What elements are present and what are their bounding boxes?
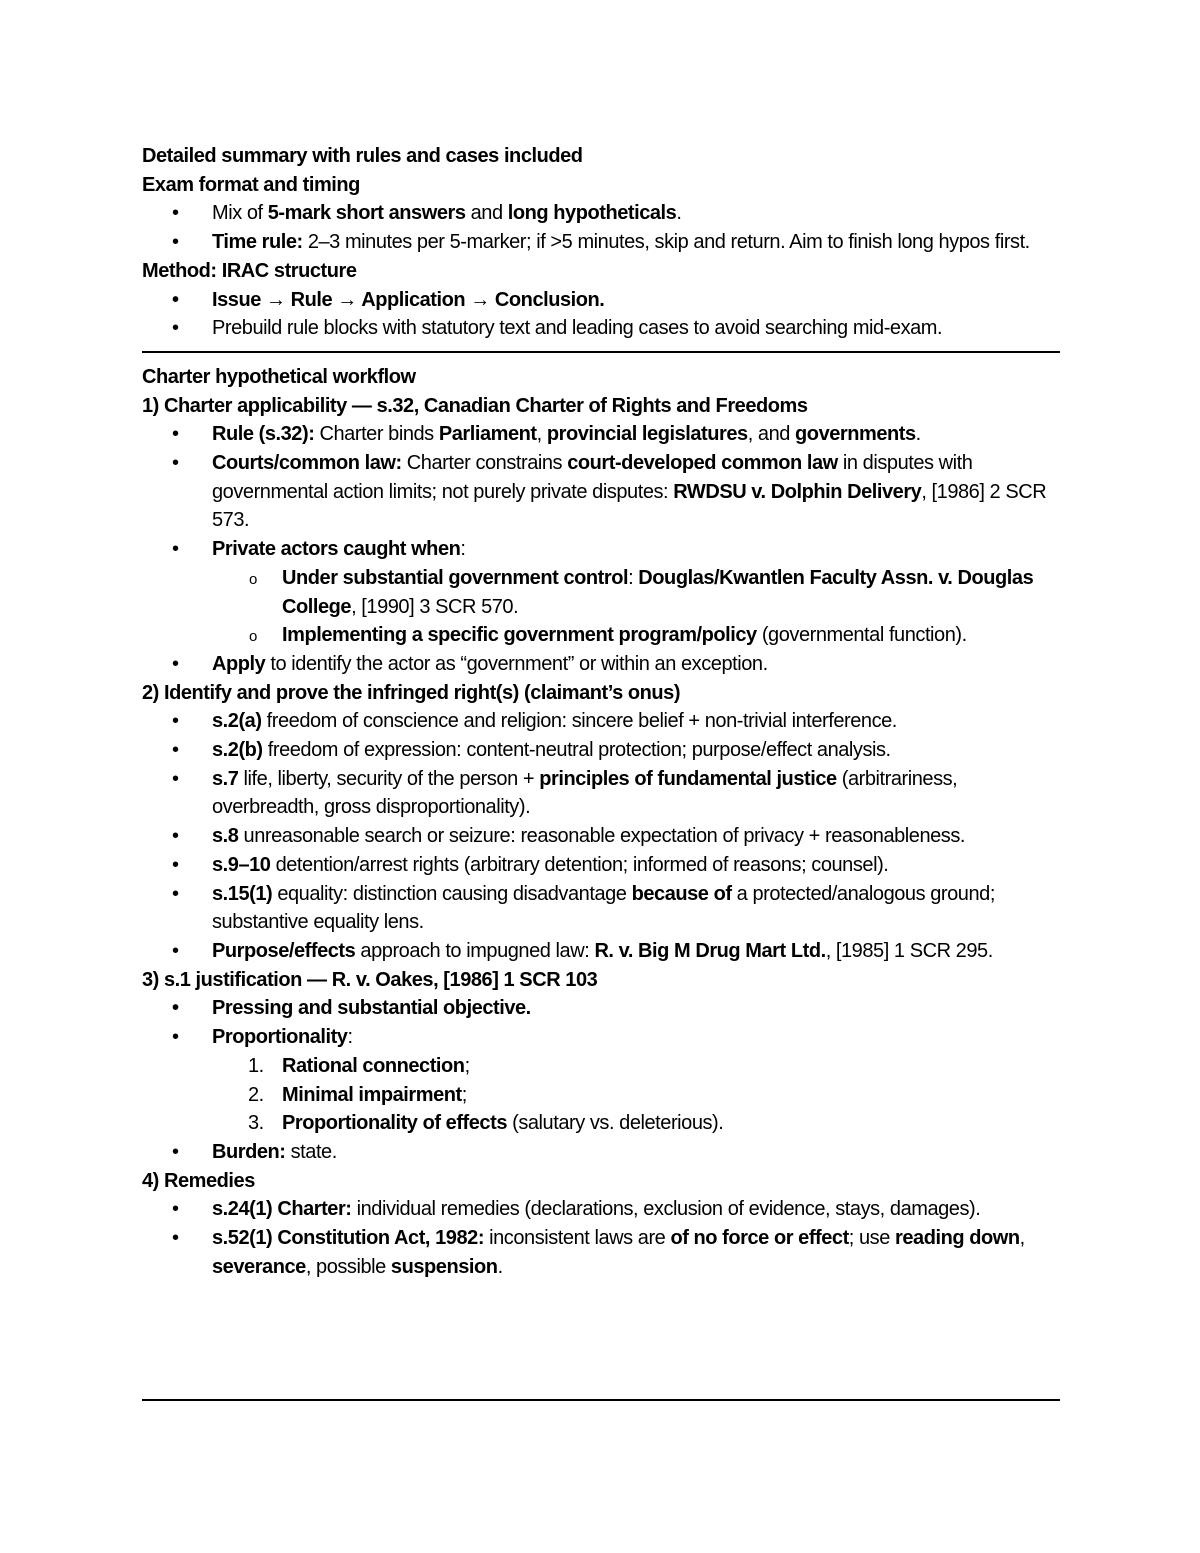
text-run: provincial legislatures: [546, 423, 748, 446]
text-run: and: [465, 202, 508, 225]
item-number: 1.: [248, 1054, 264, 1077]
bullet-s2b: [142, 736, 1060, 765]
bullet-courts-common-law: [142, 449, 1060, 535]
text-run: Purpose/effects: [212, 939, 356, 962]
text-run: governments: [795, 423, 916, 446]
text-run: (arbitrariness, overbreadth, gross disproportionality).: [212, 767, 958, 819]
text-run: .: [915, 423, 921, 446]
text-run: ,: [536, 423, 547, 446]
text-run: .: [676, 202, 682, 225]
text-run: s.7: [212, 767, 239, 790]
text-run: to identify the actor as “government” or within an exception.: [265, 652, 768, 675]
text-run: a protected/analogous ground; substantive equality lens.: [212, 882, 995, 934]
text-run: Burden:: [212, 1140, 286, 1163]
text-run: Time rule:: [212, 231, 303, 254]
item-text: [282, 1084, 467, 1106]
text-run: of no force or effect: [670, 1227, 849, 1250]
text-run: life, liberty, security of the person +: [238, 767, 540, 790]
bullet-proportionality: [142, 1023, 1060, 1052]
bullet-s8: [142, 822, 1060, 851]
item-number: 2.: [248, 1083, 264, 1106]
text-run: unreasonable search or seizure: reasonable expectation of privacy + reasonableness.: [238, 825, 966, 848]
text-run: ,: [1019, 1227, 1025, 1250]
text-run: freedom of expression: content-neutral protection; purpose/effect analysis.: [262, 739, 891, 762]
text-run: inconsistent laws are: [484, 1227, 671, 1250]
text-run: substantial government control: [342, 566, 629, 589]
text-run: severance: [212, 1255, 306, 1278]
text-run: ; use: [848, 1227, 896, 1250]
item-text: [282, 1112, 723, 1134]
document-body: [142, 142, 1060, 1281]
text-run: Minimal impairment: [282, 1083, 462, 1106]
text-run: s.9–10: [212, 853, 271, 876]
text-run: RWDSU v. Dolphin Delivery: [673, 480, 922, 503]
text-run: s.15(1): [212, 882, 273, 905]
bullet-purpose-effects: [142, 937, 1060, 966]
text-run: , [1985] 1 SCR 295.: [825, 939, 993, 962]
step-heading-remedies: 4) Remedies: [142, 1169, 255, 1192]
text-run: because of: [631, 882, 732, 905]
text-run: Implementing a specific government program/policy: [282, 624, 757, 647]
text-run: s.8: [212, 825, 239, 848]
horizontal-divider-bottom: [142, 1399, 1060, 1401]
text-run: s.52(1) Constitution Act, 1982:: [212, 1227, 485, 1250]
bullet-s24: [142, 1195, 1060, 1224]
text-run: , possible: [305, 1255, 391, 1278]
subbullet-government-control: [142, 564, 1060, 621]
text-run: court-developed common law: [567, 452, 838, 475]
subbullet-government-program: [142, 621, 1060, 650]
text-run: ;: [461, 1083, 467, 1106]
step-heading-charter-applicability: 1) Charter applicability — s.32, Canadian Charter of Rights and Freedoms: [142, 394, 808, 417]
text-run: (salutary vs. deleterious).: [507, 1112, 724, 1135]
text-run: Proportionality: [212, 1026, 348, 1049]
text-run: Apply: [212, 652, 266, 675]
numbered-item-proportionality-effects: [142, 1109, 1060, 1138]
text-run: in disputes with governmental action limits; not purely private disputes:: [212, 452, 973, 503]
text-run: :: [347, 1026, 353, 1049]
text-run: state.: [285, 1140, 337, 1163]
text-run: detention/arrest rights (arbitrary detention; informed of reasons; counsel).: [270, 853, 889, 876]
text-run: Mix of: [212, 202, 268, 225]
bullet-s52: [142, 1224, 1060, 1281]
text-run: s.24(1) Charter:: [212, 1198, 352, 1221]
section-heading-exam-format: Exam format and timing: [142, 173, 360, 196]
document-title: Detailed summary with rules and cases included: [142, 145, 583, 167]
text-run: :: [628, 566, 639, 589]
text-run: Charter binds: [314, 423, 439, 446]
text-run: approach to impugned law:: [355, 939, 595, 962]
text-run: Rational connection: [282, 1054, 465, 1077]
bullet-s2a: [142, 707, 1060, 736]
text-run: s.2(b): [212, 739, 263, 762]
item-number: 3.: [248, 1112, 264, 1135]
text-run: reading down: [895, 1227, 1020, 1250]
text-run: R. v. Big M Drug Mart Ltd.: [594, 939, 826, 962]
text-run: Parliament: [438, 423, 537, 446]
text-run: .: [497, 1255, 503, 1278]
text-run: 5-mark short answers: [267, 202, 466, 225]
bullet-apply-actor: [142, 650, 1060, 679]
bullet-s9-10: [142, 851, 1060, 880]
text-run: principles of fundamental justice: [539, 767, 837, 790]
bullet-pressing-objective: • Pressing and substantial objective.: [142, 994, 1060, 1023]
text-run: ;: [464, 1054, 470, 1077]
numbered-item-minimal-impairment: [142, 1081, 1060, 1110]
bullet-time-rule: [142, 228, 1060, 257]
text-run: Charter constrains: [401, 452, 568, 475]
text-run: Under: [282, 566, 343, 589]
bullet-s7: [142, 765, 1060, 822]
step-heading-infringed-rights: 2) Identify and prove the infringed right(s) (claimant’s onus): [142, 681, 681, 704]
numbered-item-rational-connection: [142, 1052, 1060, 1081]
text-run: equality: distinction causing disadvantage: [272, 882, 632, 905]
text-run: (governmental function).: [756, 624, 967, 647]
text-run: , [1990] 3 SCR 570.: [351, 595, 519, 618]
text-run: , [1986] 2 SCR 573.: [212, 480, 1047, 532]
text-run: freedom of conscience and religion: sincere belief + non-trivial interference.: [261, 710, 897, 733]
text-run: :: [460, 538, 466, 561]
bullet-private-actors: [142, 535, 1060, 564]
text-run: long hypotheticals: [507, 202, 677, 225]
text-run: Courts/common law:: [212, 452, 402, 475]
bullet-irac-steps: • Issue → Rule → Application → Conclusion.: [142, 286, 1060, 315]
text-run: Proportionality of effects: [282, 1112, 507, 1135]
section-heading-method: Method: IRAC structure: [142, 259, 357, 282]
item-text: [282, 1055, 470, 1077]
text-run: , and: [747, 423, 796, 446]
bullet-burden: [142, 1138, 1060, 1167]
text-run: individual remedies (declarations, exclusion of evidence, stays, damages).: [351, 1198, 981, 1221]
text-run: suspension: [390, 1255, 498, 1278]
step-heading-s1-justification: 3) s.1 justification — R. v. Oakes, [1986] 1 SCR 103: [142, 968, 598, 991]
text-run: s.2(a): [212, 710, 262, 733]
text-run: 2–3 minutes per 5-marker; if >5 minutes, skip and return. Aim to finish long hypos first.: [302, 231, 1030, 254]
bullet-s15: [142, 880, 1060, 937]
bullet-rule-s32: [142, 420, 1060, 449]
text-run: Private actors caught when: [212, 538, 461, 561]
section-heading-charter-workflow: Charter hypothetical workflow: [142, 365, 416, 388]
bullet-prebuild-rule-blocks: • Prebuild rule blocks with statutory text and leading cases to avoid searching mid-exam.: [142, 314, 1060, 343]
horizontal-divider: [142, 351, 1060, 353]
text-run: Douglas/Kwantlen Faculty Assn. v. Douglas College: [282, 566, 1034, 618]
bullet-exam-mix: [142, 199, 1060, 228]
text-run: Rule (s.32):: [212, 423, 315, 446]
